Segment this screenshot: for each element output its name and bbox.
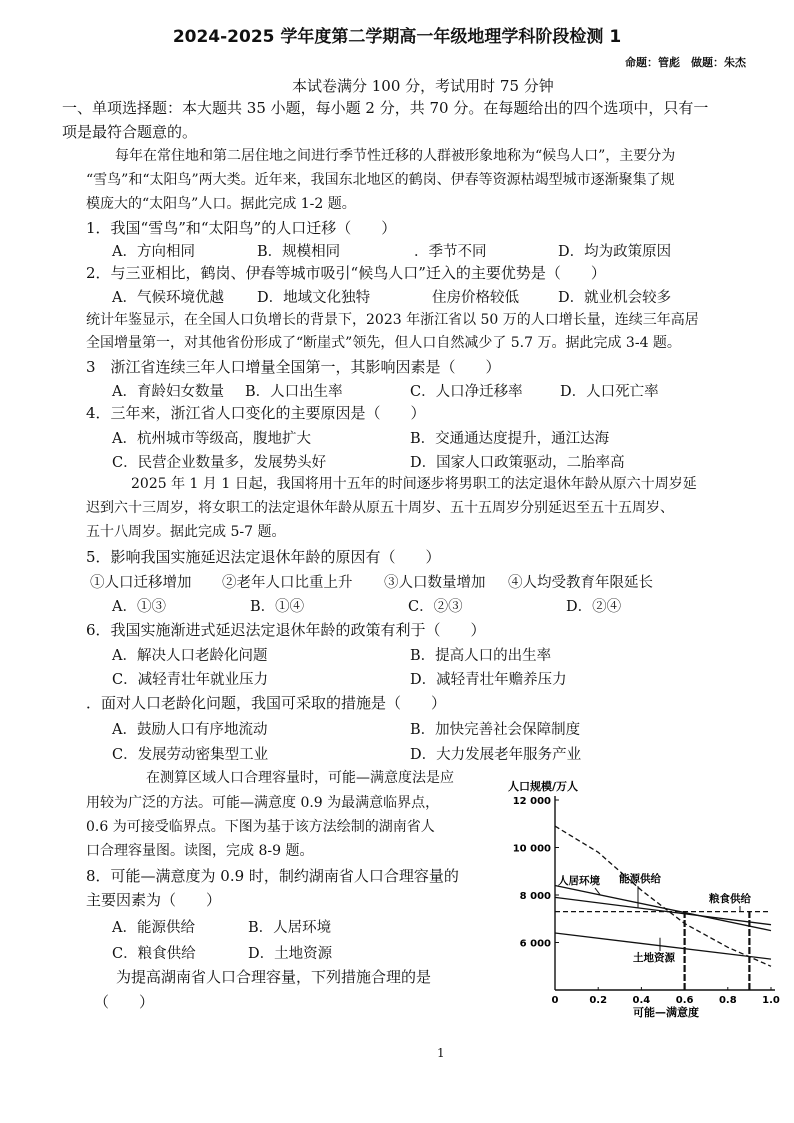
y-tick-label: 12 000: [512, 796, 551, 807]
q5-option-c: C．②③: [408, 599, 463, 615]
q3-option-a: A．育龄妇女数量: [112, 384, 224, 400]
passage-3-line-3: 五十八周岁。据此完成 5-7 题。: [86, 524, 286, 540]
q3-stem: 3 浙江省连续三年人口增量全国第一，其影响因素是（ ）: [86, 358, 501, 376]
q5-statement-3: ③人口数量增加: [384, 575, 486, 591]
q8-stem-line-1: 8．可能—满意度为 0.9 时，制约湖南省人口合理容量的: [86, 867, 459, 885]
passage-1-line-3: 模庞大的“太阳鸟”人口。据此完成 1-2 题。: [86, 196, 356, 212]
q4-stem: 4．三年来，浙江省人口变化的主要原因是（ ）: [86, 404, 426, 422]
chart-labels: [508, 779, 780, 1019]
q7-option-d: D．大力发展老年服务产业: [410, 747, 582, 763]
q6-option-c: C．减轻青壮年就业压力: [112, 672, 269, 688]
q6-stem: 6．我国实施渐进式延迟法定退休年龄的政策有利于（ ）: [86, 621, 486, 639]
x-axis-label: 可能—满意度: [633, 1006, 699, 1019]
x-tick-label: 0.2: [589, 995, 608, 1006]
q2-stem: 2．与三亚相比，鹤岗、伊春等城市吸引“候鸟人口”迁入的主要优势是（ ）: [86, 264, 606, 282]
q2-option-d: D．就业机会较多: [558, 290, 672, 306]
section-heading-cont: 项是最符合题意的。: [62, 123, 198, 141]
q5-statement-4: ④人均受教育年限延长: [508, 575, 653, 591]
q3-option-b: B．人口出生率: [245, 384, 343, 400]
passage-1-line-2: “雪鸟”和“太阳鸟”两大类。近年来，我国东北地区的鹤岗、伊春等资源枯竭型城市逐渐聚集了规: [86, 172, 675, 188]
q4-option-b: B．交通通达度提升，通江达海: [410, 431, 610, 447]
q9-stem-line-1: 为提高湖南省人口合理容量，下列措施合理的是: [116, 968, 432, 986]
passage-2-line-2: 全国增量第一，对其他省份形成了“断崖式”领先，但人口自然减少了 5.7 万。据此完成 3-4 题。: [86, 335, 681, 351]
q3-option-c: C．人口净迁移率: [410, 384, 523, 400]
x-tick-label: 0.4: [632, 995, 651, 1006]
x-tick-label: 0: [551, 995, 559, 1006]
q1-option-a: A．方向相同: [112, 244, 195, 260]
q7-option-a: A．鼓励人口有序地流动: [112, 722, 268, 738]
q8-option-d: D．土地资源: [248, 946, 333, 962]
passage-3-line-2: 迟到六十三周岁，将女职工的法定退休年龄从原五十周岁、五十五周岁分别延迟至五十五周岁、: [86, 500, 674, 516]
q7-stem: ．面对人口老龄化问题，我国可采取的措施是（ ）: [86, 694, 447, 712]
exam-authors: 命题：管彪 做题：朱杰: [625, 56, 746, 69]
x-tick-label: 0.8: [718, 995, 737, 1006]
x-tick-label: 0.6: [675, 995, 694, 1006]
y-tick-label: 10 000: [512, 843, 551, 855]
q2-option-c: 住房价格较低: [432, 290, 519, 306]
q8-option-b: B．人居环境: [248, 920, 332, 936]
series-label: 人居环境: [558, 875, 600, 887]
q5-statement-2: ②老年人口比重上升: [222, 575, 353, 591]
q1-option-d: D．均为政策原因: [558, 244, 672, 260]
q7-option-c: C．发展劳动密集型工业: [112, 747, 269, 763]
q1-option-c: ．季节不同: [414, 244, 487, 260]
exam-info: 本试卷满分 100 分，考试用时 75 分钟: [292, 77, 554, 95]
q5-stem: 5．影响我国实施延迟法定退休年龄的原因有（ ）: [86, 548, 441, 566]
passage-4-line-2: 用较为广泛的方法。可能—满意度 0.9 为最满意临界点，: [86, 795, 440, 811]
y-tick-label: 8 000: [519, 891, 551, 902]
q1-stem: 1．我国“雪鸟”和“太阳鸟”的人口迁移（ ）: [86, 219, 397, 237]
q7-option-b: B．加快完善社会保障制度: [410, 722, 581, 738]
q6-option-b: B．提高人口的出生率: [410, 648, 552, 664]
q8-option-c: C．粮食供给: [112, 946, 196, 962]
q9-stem-line-2: （ ）: [94, 993, 155, 1011]
q5-statement-1: ①人口迁移增加: [90, 575, 192, 591]
q1-option-b: B．规模相同: [257, 244, 341, 260]
series-label: 土地资源: [633, 952, 675, 964]
q4-option-c: C．民营企业数量多，发展势头好: [112, 455, 327, 471]
q2-option-a: A．气候环境优越: [112, 290, 224, 306]
series-label: 能源供给: [619, 873, 661, 885]
q4-option-a: A．杭州城市等级高，腹地扩大: [112, 431, 311, 447]
passage-4-line-4: 口合理容量图。读图，完成 8-9 题。: [86, 843, 314, 859]
q6-option-d: D．减轻青壮年赡养压力: [410, 672, 567, 688]
q5-option-d: D．②④: [566, 599, 622, 615]
q8-option-a: A．能源供给: [112, 920, 195, 936]
population-capacity-chart: [500, 776, 790, 1026]
section-heading: 一、单项选择题：本大题共 35 小题，每小题 2 分，共 70 分。在每题给出的四个选项中，只有一: [62, 99, 709, 117]
passage-4-line-3: 0.6 为可接受临界点。下图为基于该方法绘制的湖南省人: [86, 819, 435, 835]
exam-title: 2024-2025 学年度第二学期高一年级地理学科阶段检测 1: [172, 27, 622, 47]
passage-3-line-1: 2025 年 1 月 1 日起，我国将用十五年的时间逐步将男职工的法定退休年龄从原六十周岁延: [131, 476, 697, 492]
passage-2-line-1: 统计年鉴显示，在全国人口负增长的背景下，2023 年浙江省以 50 万的人口增长量，连续三年高居: [86, 312, 699, 328]
passage-4-line-1: 在测算区域人口合理容量时，可能—满意度法是应: [146, 770, 454, 786]
y-tick-label: 6 000: [519, 938, 551, 950]
chart-series: [555, 826, 771, 990]
q8-stem-line-2: 主要因素为（ ）: [86, 891, 222, 909]
y-axis-label: 人口规模/万人: [508, 780, 579, 793]
page-number: 1: [437, 1046, 445, 1060]
x-tick-label: 1.0: [762, 995, 780, 1006]
q5-option-b: B．①④: [250, 599, 305, 615]
q3-option-d: D．人口死亡率: [560, 384, 659, 400]
series-label: 粮食供给: [709, 893, 751, 905]
passage-1-line-1: 每年在常住地和第二居住地之间进行季节性迁移的人群被形象地称为“候鸟人口”，主要分为: [115, 148, 676, 164]
q6-option-a: A．解决人口老龄化问题: [112, 648, 268, 664]
q4-option-d: D．国家人口政策驱动，二胎率高: [410, 455, 625, 471]
q2-option-b: D．地域文化独特: [257, 290, 371, 306]
q5-option-a: A．①③: [112, 599, 166, 615]
